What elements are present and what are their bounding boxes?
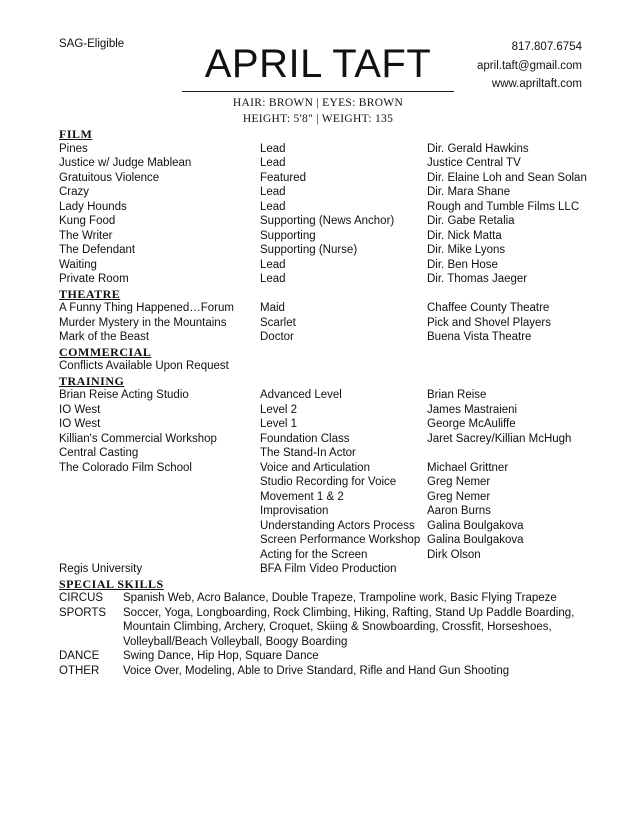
credit-row bbox=[59, 142, 599, 157]
credit-role: Level 1 bbox=[260, 418, 298, 430]
credit-row bbox=[59, 504, 599, 519]
credit-row bbox=[59, 388, 599, 403]
credit-role: BFA Film Video Production bbox=[260, 563, 397, 575]
credit-project: The Colorado Film School bbox=[59, 461, 192, 474]
credit-project bbox=[59, 548, 260, 563]
credit-project: Lady Hounds bbox=[59, 200, 127, 213]
credit-project: Mark of the Beast bbox=[59, 331, 150, 343]
credit-role: Understanding Actors Process bbox=[260, 519, 415, 532]
union-status: SAG-Eligible bbox=[59, 38, 125, 50]
skill-category: DANCE bbox=[59, 650, 100, 662]
credit-role: Lead bbox=[260, 258, 286, 271]
email-address: april.taft@gmail.com bbox=[477, 59, 582, 72]
credit-role: Studio Recording for Voice bbox=[260, 476, 397, 488]
credit-row bbox=[59, 330, 599, 345]
credit-project bbox=[59, 533, 260, 548]
skill-row bbox=[59, 649, 599, 664]
credit-row bbox=[59, 461, 599, 476]
contact-block bbox=[477, 38, 582, 94]
credit-project: Pines bbox=[59, 142, 88, 155]
credit-project: IO West bbox=[59, 403, 101, 416]
credit-director: Justice Central TV bbox=[427, 157, 521, 169]
credit-role: Supporting (Nurse) bbox=[260, 244, 358, 256]
skill-list: Voice Over, Modeling, Able to Drive Standard, Rifle and Hand Gun Shooting bbox=[123, 664, 510, 677]
credit-role: Lead bbox=[260, 273, 286, 285]
credit-role: Advanced Level bbox=[260, 389, 342, 401]
credit-role: The Stand-In Actor bbox=[260, 447, 356, 459]
credit-project: Gratuitous Violence bbox=[59, 171, 160, 184]
credit-director: Dir. Ben Hose bbox=[427, 258, 498, 271]
credit-role: Voice and Articulation bbox=[260, 461, 370, 474]
credit-project: Regis University bbox=[59, 563, 143, 575]
credit-role: Foundation Class bbox=[260, 432, 350, 445]
film-section-title: FILM bbox=[59, 127, 93, 141]
credit-row bbox=[59, 272, 599, 287]
skill-row bbox=[59, 664, 599, 679]
website-address: www.apriltaft.com bbox=[491, 78, 582, 90]
credit-project bbox=[59, 490, 260, 505]
skill-category: SPORTS bbox=[59, 606, 107, 619]
credit-role: Lead bbox=[260, 186, 286, 198]
credit-row bbox=[59, 243, 599, 258]
skill-list: Spanish Web, Acro Balance, Double Trapeze, Trampoline work, Basic Flying Trapeze bbox=[123, 592, 557, 604]
credit-role: Movement 1 & 2 bbox=[260, 490, 344, 503]
credit-director: Dir. Mara Shane bbox=[427, 186, 511, 198]
credit-row bbox=[59, 403, 599, 418]
credit-project bbox=[59, 475, 260, 490]
credit-project: Killian's Commercial Workshop bbox=[59, 432, 217, 445]
credit-project: The Writer bbox=[59, 229, 113, 242]
credit-director bbox=[427, 446, 599, 461]
credit-role: Acting for the Screen bbox=[260, 548, 368, 561]
credit-row bbox=[59, 548, 599, 563]
credit-director: Michael Grittner bbox=[427, 461, 509, 474]
credit-director: Jaret Sacrey/Killian McHugh bbox=[427, 432, 572, 445]
credit-director: George McAuliffe bbox=[427, 418, 516, 430]
skill-category: OTHER bbox=[59, 664, 100, 677]
credit-row bbox=[59, 490, 599, 505]
credit-role: Lead bbox=[260, 157, 286, 169]
name-underline bbox=[182, 91, 454, 92]
credit-row bbox=[59, 185, 599, 200]
credit-director: Dir. Mike Lyons bbox=[427, 244, 506, 256]
credit-project: Brian Reise Acting Studio bbox=[59, 389, 189, 401]
credit-project: Central Casting bbox=[59, 447, 139, 459]
credit-row bbox=[59, 533, 599, 548]
credit-project: Waiting bbox=[59, 258, 97, 271]
film-list bbox=[59, 142, 599, 287]
credit-project: IO West bbox=[59, 418, 101, 430]
credit-row bbox=[59, 171, 599, 186]
credit-director: Brian Reise bbox=[427, 389, 487, 401]
stats-height-weight: HEIGHT: 5'8" | WEIGHT: 135 bbox=[242, 113, 394, 125]
skills-section-title: SPECIAL SKILLS bbox=[59, 576, 164, 591]
credit-role: Improvisation bbox=[260, 505, 329, 517]
credit-director: Buena Vista Theatre bbox=[427, 331, 532, 343]
credit-director bbox=[427, 562, 599, 577]
credit-role: Lead bbox=[260, 200, 286, 213]
credit-row bbox=[59, 562, 599, 577]
skill-list: Soccer, Yoga, Longboarding, Rock Climbing, Hiking, Rafting, Stand Up Paddle Boarding, Mountain Climbing, Archery, Croquet, Skiing & Snowboarding, Crossfit, Horseshoes, Volleyball/Beach Volleyball, Boogy Boarding bbox=[123, 606, 575, 648]
commercial-section-title: COMMERCIAL bbox=[59, 344, 152, 359]
credit-role: Screen Performance Workshop bbox=[260, 534, 421, 546]
skill-category: CIRCUS bbox=[59, 592, 104, 604]
credit-project bbox=[59, 519, 260, 534]
credit-role: Supporting bbox=[260, 229, 316, 242]
skill-row bbox=[59, 606, 599, 650]
credit-project: Private Room bbox=[59, 273, 129, 285]
credit-role: Supporting (News Anchor) bbox=[260, 215, 395, 227]
skill-row bbox=[59, 591, 599, 606]
credit-director: Dir. Gabe Retalia bbox=[427, 215, 515, 227]
credit-project: Murder Mystery in the Mountains bbox=[59, 316, 227, 329]
credit-row bbox=[59, 214, 599, 229]
credit-director: Greg Nemer bbox=[427, 490, 491, 503]
credit-project bbox=[59, 504, 260, 519]
credit-director: Aaron Burns bbox=[427, 505, 491, 517]
credit-role: Lead bbox=[260, 142, 286, 155]
credit-project: The Defendant bbox=[59, 244, 136, 256]
credit-role: Featured bbox=[260, 171, 307, 184]
credit-project: A Funny Thing Happened…Forum bbox=[59, 302, 234, 314]
credit-row bbox=[59, 229, 599, 244]
credit-row bbox=[59, 200, 599, 215]
credit-director: Galina Boulgakova bbox=[427, 519, 524, 532]
credit-row bbox=[59, 417, 599, 432]
theatre-section-title: THEATRE bbox=[59, 286, 121, 301]
credit-row bbox=[59, 301, 599, 316]
credit-row bbox=[59, 316, 599, 331]
theatre-list bbox=[59, 301, 599, 345]
credit-row bbox=[59, 519, 599, 534]
skills-list bbox=[59, 591, 599, 678]
credit-director: Chaffee County Theatre bbox=[427, 302, 550, 314]
phone-number: 817.807.6754 bbox=[511, 41, 582, 53]
credit-role: Doctor bbox=[260, 331, 294, 343]
credit-director: Rough and Tumble Films LLC bbox=[427, 200, 580, 213]
credit-role: Scarlet bbox=[260, 316, 296, 329]
credit-role: Level 2 bbox=[260, 403, 298, 416]
credit-director: Dir. Nick Matta bbox=[427, 229, 502, 242]
credit-director: Pick and Shovel Players bbox=[427, 316, 552, 329]
stats-hair-eyes: HAIR: BROWN | EYES: BROWN bbox=[232, 97, 404, 109]
actor-name: APRIL TAFT bbox=[204, 42, 432, 86]
credit-project: Kung Food bbox=[59, 215, 116, 227]
training-list bbox=[59, 388, 599, 577]
credit-director: James Mastraieni bbox=[427, 403, 518, 416]
credit-project: Justice w/ Judge Mablean bbox=[59, 157, 192, 169]
commercial-note: Conflicts Available Upon Request bbox=[59, 360, 229, 372]
credit-row bbox=[59, 446, 599, 461]
credit-row bbox=[59, 475, 599, 490]
credit-project: Crazy bbox=[59, 186, 90, 198]
skill-list: Swing Dance, Hip Hop, Square Dance bbox=[123, 650, 319, 662]
credit-row bbox=[59, 432, 599, 447]
credit-director: Dir. Elaine Loh and Sean Solan bbox=[427, 171, 587, 184]
credit-director: Dir. Gerald Hawkins bbox=[427, 142, 529, 155]
credit-director: Greg Nemer bbox=[427, 476, 491, 488]
credit-row bbox=[59, 258, 599, 273]
credit-director: Dirk Olson bbox=[427, 548, 481, 561]
credit-row bbox=[59, 156, 599, 171]
training-section-title: TRAINING bbox=[59, 373, 125, 388]
credit-director: Galina Boulgakova bbox=[427, 534, 524, 546]
resume-body bbox=[59, 127, 599, 678]
credit-role: Maid bbox=[260, 302, 285, 314]
credit-director: Dir. Thomas Jaeger bbox=[427, 273, 528, 285]
